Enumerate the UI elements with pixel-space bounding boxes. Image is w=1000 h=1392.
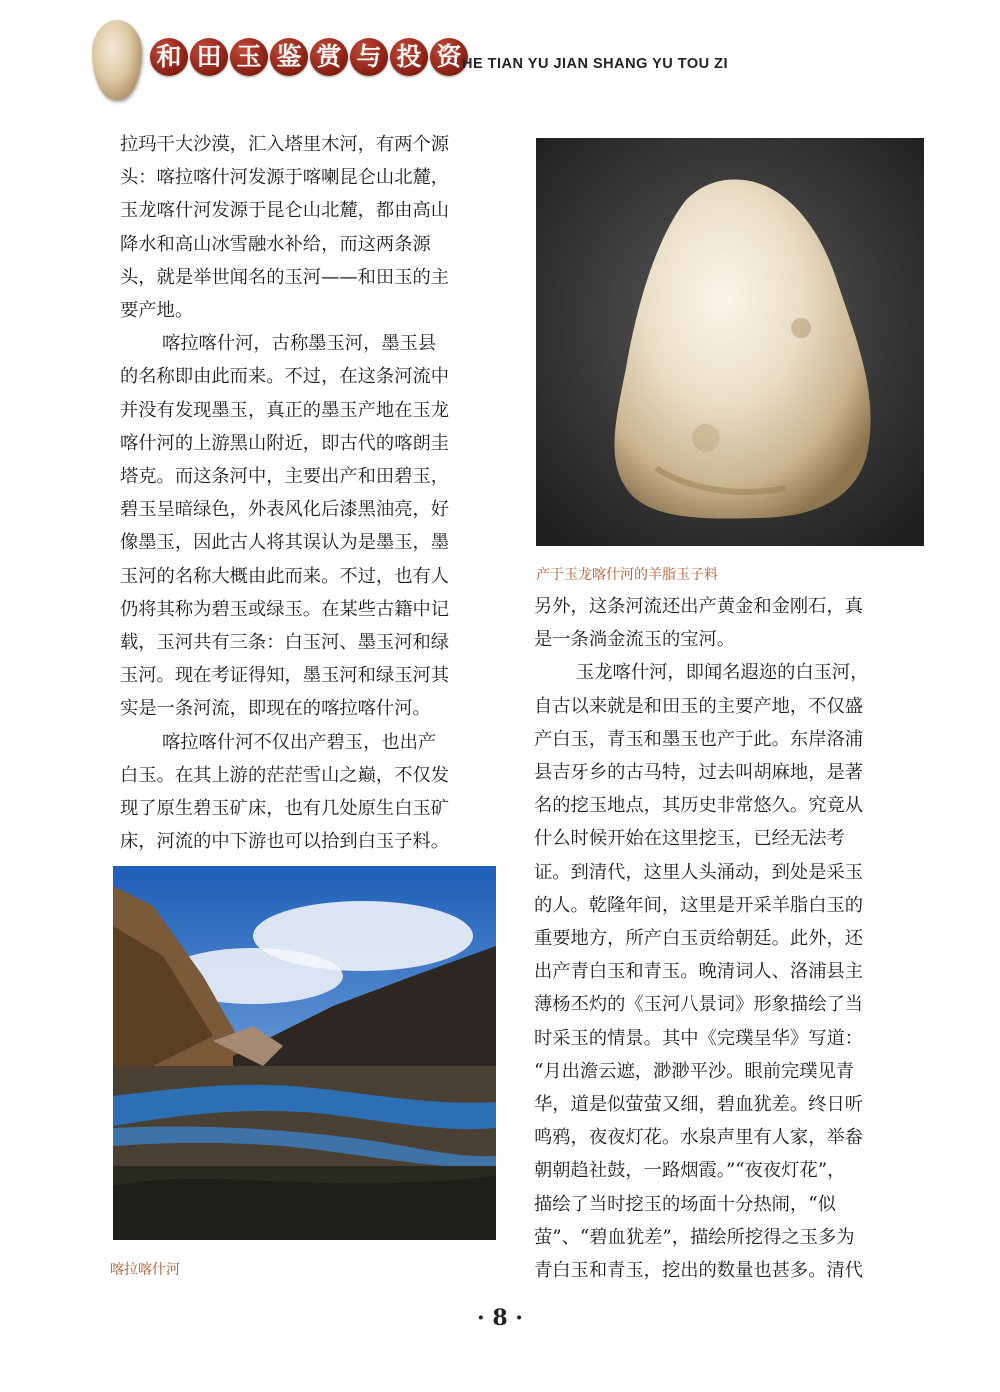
text-line: 时采玉的情景。其中《完璞呈华》写道： <box>534 1027 864 1049</box>
page-header <box>0 0 1000 110</box>
jade-logo-icon <box>92 20 142 100</box>
text-line: 县吉牙乡的古马特，过去叫胡麻地，是著 <box>534 762 864 784</box>
text-line: 载，玉河共有三条：白玉河、墨玉河和绿 <box>120 632 450 654</box>
text-line: 产白玉，青玉和墨玉也产于此。东岸洛浦 <box>534 728 864 750</box>
text-line: 自古以来就是和田玉的主要产地，不仅盛 <box>534 695 864 717</box>
text-line: 萤”、“碧血犹差”，描绘所挖得之玉多为 <box>534 1226 855 1248</box>
title-char: 和 <box>150 38 188 76</box>
text-line: 证。到清代，这里人头涌动，到处是采玉 <box>534 861 864 883</box>
text-line: 塔克。而这条河中，主要出产和田碧玉， <box>120 466 450 488</box>
title-char: 赏 <box>310 38 348 76</box>
text-line: “月出澹云遮，渺渺平沙。眼前完璞见青 <box>534 1060 855 1082</box>
text-line: 喀什河的上游黑山附近，即古代的喀朗圭 <box>120 432 450 454</box>
left-text-column <box>120 128 512 858</box>
text-line: 白玉。在其上游的茫茫雪山之巅，不仅发 <box>120 764 450 786</box>
text-line: 喀拉喀什河，古称墨玉河，墨玉县 <box>162 333 437 355</box>
text-line: 什么时候开始在这里挖玉，已经无法考 <box>534 828 845 850</box>
text-line: 要产地。 <box>120 300 194 322</box>
text-line: 鸣鸦，夜夜灯花。水泉声里有人家，举畚 <box>534 1127 864 1149</box>
text-line: 薄杨丕灼的《玉河八景词》形象描绘了当 <box>534 994 864 1016</box>
title-pinyin: HE TIAN YU JIAN SHANG YU TOU ZI <box>462 56 729 72</box>
right-text-column <box>534 590 926 1287</box>
text-line: 拉玛干大沙漠，汇入塔里木河，有两个源 <box>120 134 450 155</box>
text-line: 的人。乾隆年间，这里是开采羊脂白玉的 <box>534 894 864 916</box>
text-line: 另外，这条河流还出产黄金和金刚石，真 <box>534 596 864 617</box>
page-number: · 8 · <box>477 1305 523 1331</box>
title-char: 玉 <box>230 38 268 76</box>
title-char: 资 <box>430 38 468 76</box>
title-char: 鉴 <box>270 38 308 76</box>
text-line: 出产青白玉和青玉。晚清词人、洛浦县主 <box>534 961 864 983</box>
text-line: 是一条淌金流玉的宝河。 <box>534 629 736 651</box>
jade-pebble-photo <box>536 138 924 546</box>
text-line: 玉龙喀什河，即闻名遐迩的白玉河， <box>576 662 869 684</box>
jade-photo-caption: 产于玉龙喀什河的羊脂玉子料 <box>536 567 718 583</box>
text-line: 实是一条河流，即现在的喀拉喀什河。 <box>120 698 431 720</box>
title-char: 田 <box>190 38 228 76</box>
text-line: 降水和高山冰雪融水补给，而这两条源 <box>120 233 431 255</box>
text-line: 名的挖玉地点，其历史非常悠久。究竟从 <box>534 795 864 817</box>
text-line: 朝朝趋社鼓，一路烟霞。”“夜夜灯花”， <box>534 1160 846 1182</box>
text-line: 玉河。现在考证得知，墨玉河和绿玉河其 <box>120 665 450 687</box>
text-line: 仍将其称为碧玉或绿玉。在某些古籍中记 <box>120 598 450 620</box>
text-line: 并没有发现墨玉，真正的墨玉产地在玉龙 <box>120 399 450 421</box>
text-line: 现了原生碧玉矿床，也有几处原生白玉矿 <box>120 798 450 820</box>
book-title <box>150 38 468 76</box>
text-line: 青白玉和青玉，挖出的数量也甚多。清代 <box>534 1260 864 1282</box>
river-photo-caption: 喀拉喀什河 <box>110 1262 180 1278</box>
title-char: 与 <box>350 38 388 76</box>
title-char: 投 <box>390 38 428 76</box>
text-line: 描绘了当时挖玉的场面十分热闹，“似 <box>534 1193 836 1215</box>
text-line: 喀拉喀什河不仅出产碧玉，也出产 <box>162 731 437 753</box>
text-line: 的名称即由此而来。不过，在这条河流中 <box>120 366 450 388</box>
text-line: 碧玉呈暗绿色，外表风化后漆黑油亮，好 <box>120 499 450 521</box>
river-valley-photo <box>113 866 496 1240</box>
text-line: 玉龙喀什河发源于昆仑山北麓，都由高山 <box>120 200 450 222</box>
text-line: 华，道是似萤萤又细，碧血犹差。终日听 <box>534 1094 864 1116</box>
text-line: 重要地方，所产白玉贡给朝廷。此外，还 <box>534 928 864 950</box>
text-line: 床，河流的中下游也可以拾到白玉子料。 <box>120 831 450 853</box>
text-line: 头，就是举世闻名的玉河——和田玉的主 <box>120 266 450 288</box>
text-line: 像墨玉，因此古人将其误认为是墨玉，墨 <box>120 532 450 554</box>
text-line: 玉河的名称大概由此而来。不过，也有人 <box>120 565 450 587</box>
text-line: 头：喀拉喀什河发源于喀喇昆仑山北麓， <box>120 167 450 189</box>
